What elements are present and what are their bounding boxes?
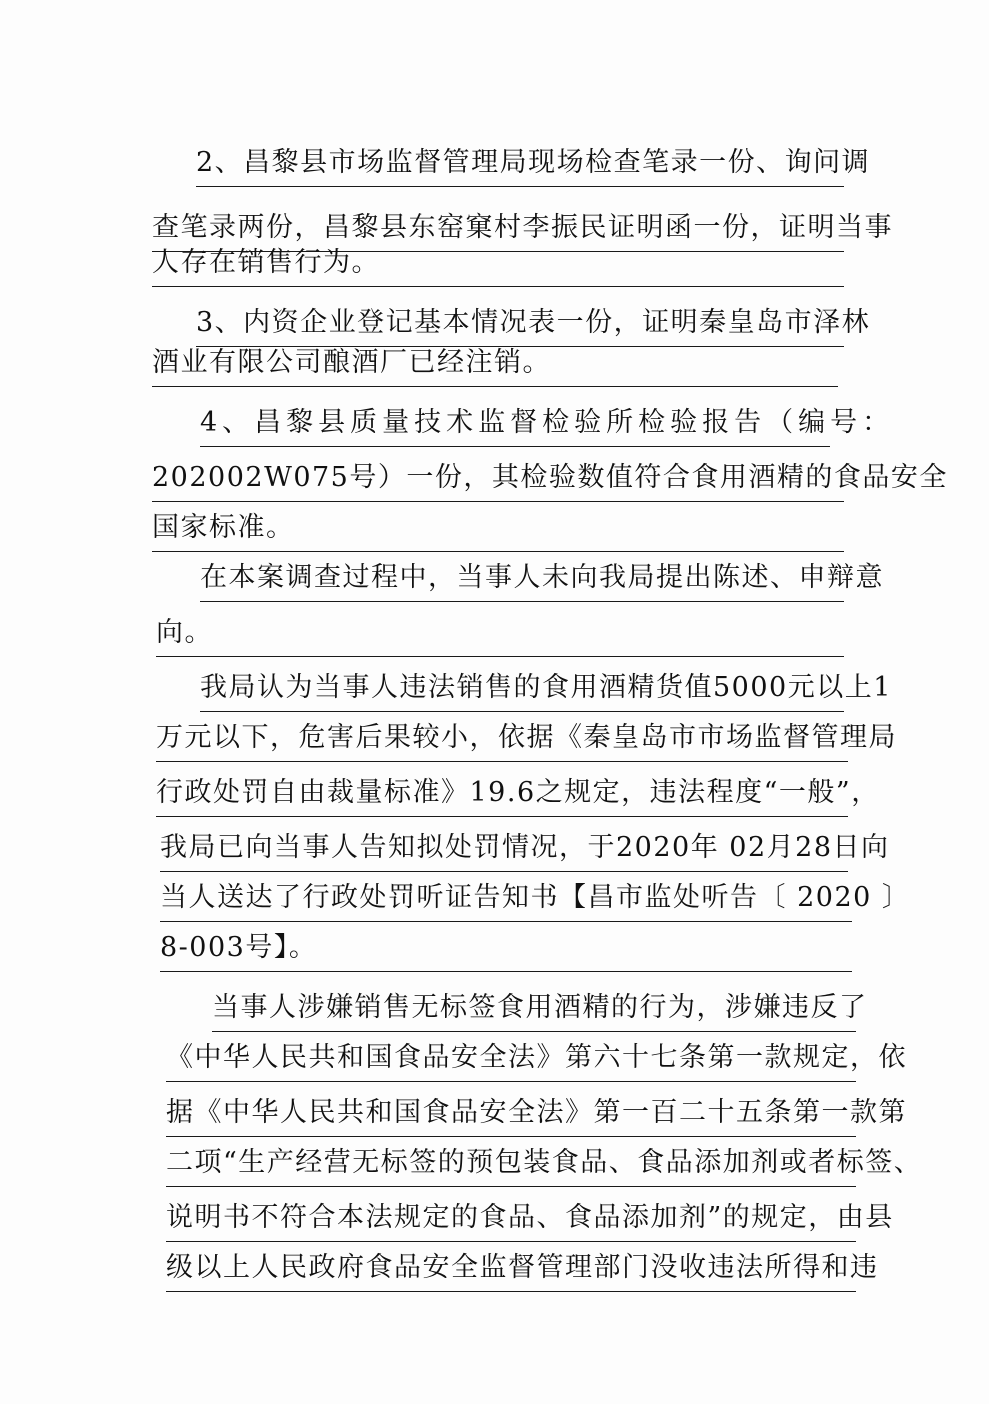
text-line: 行政处罚自由裁量标准》19.6之规定，违法程度“一般”， [156, 770, 848, 817]
text-line: 人存在销售行为。 [152, 240, 844, 287]
text-line: 向。 [156, 610, 844, 657]
text-line: 8-003号】。 [160, 925, 852, 972]
text-line: 说明书不符合本法规定的食品、食品添加剂”的规定，由县 [166, 1195, 856, 1242]
text-line: 我局已向当事人告知拟处罚情况，于2020年 02月28日向 [160, 825, 848, 872]
text-line: 据《中华人民共和国食品安全法》第一百二十五条第一款第 [166, 1090, 856, 1137]
text-line: 3、内资企业登记基本情况表一份，证明秦皇岛市泽林 [196, 300, 844, 347]
text-line: 202002W075号）一份，其检验数值符合食用酒精的食品安全 [152, 455, 844, 502]
text-line: 2、昌黎县市场监督管理局现场检查笔录一份、询问调 [196, 140, 844, 187]
text-line: 《中华人民共和国食品安全法》第六十七条第一款规定，依 [166, 1035, 856, 1082]
text-line: 二项“生产经营无标签的预包装食品、食品添加剂或者标签、 [166, 1140, 856, 1187]
text-line: 当事人涉嫌销售无标签食用酒精的行为，涉嫌违反了 [212, 985, 856, 1032]
text-line: 当人送达了行政处罚听证告知书【昌市监处听告〔 2020 〕 [160, 875, 852, 922]
text-line: 级以上人民政府食品安全监督管理部门没收违法所得和违 [166, 1245, 856, 1292]
text-line: 我局认为当事人违法销售的食用酒精货值5000元以上1 [200, 665, 844, 712]
text-line: 查笔录两份，昌黎县东窑窠村李振民证明函一份，证明当事 [152, 205, 844, 252]
text-line: 万元以下，危害后果较小，依据《秦皇岛市市场监督管理局 [156, 715, 848, 762]
text-line: 酒业有限公司酿酒厂已经注销。 [152, 340, 838, 387]
text-line: 国家标准。 [152, 505, 844, 552]
text-line: 4、昌黎县质量技术监督检验所检验报告（编号： [200, 400, 830, 447]
text-line: 在本案调查过程中，当事人未向我局提出陈述、申辩意 [200, 555, 844, 602]
